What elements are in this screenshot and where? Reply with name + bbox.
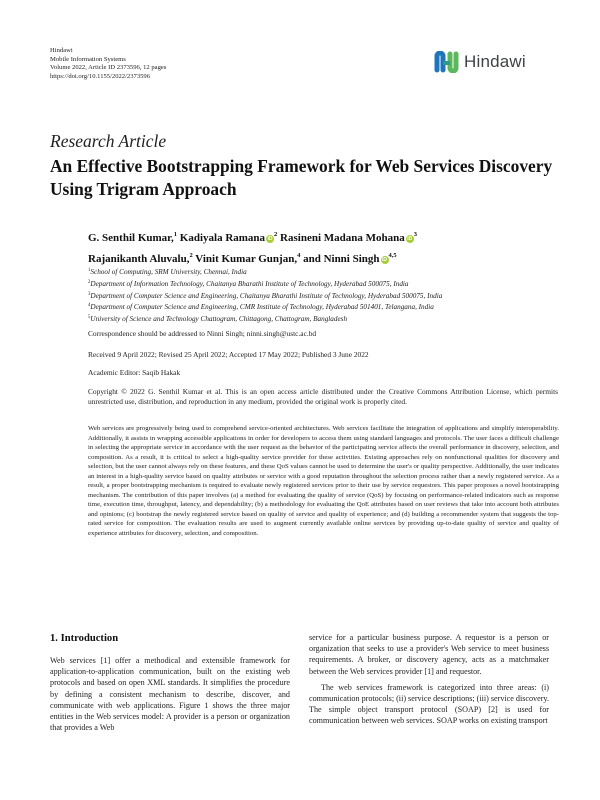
affiliations <box>88 266 558 325</box>
hindawi-logo-icon <box>434 51 460 73</box>
volume-line: Volume 2022, Article ID 2373596, 12 pages <box>50 64 167 72</box>
author[interactable]: Rajanikanth Aluvalu,$^2$ <box>88 252 193 265</box>
author-list <box>88 226 558 268</box>
right-column <box>309 632 549 727</box>
affiliation: $^2$Department of Information Technology, Chaitanya Bharathi Institute of Technology, Hyderabad 500075, India <box>88 279 409 288</box>
abstract: Web services are progressively being used to comprehend service-oriented architectures. Web services facilitate the integration of applications and simplify interoperability. Additionally, it assists in wrapping accessible applications in order for developers to access them using standard languages and protocols. The user faces a difficult challenge in selecting the appropriate service in accordance with the user request as the behavior of the participating service affects the overall performance in discovery, selection, and composition. As a result, it is critical to select a high-quality service provider for these activities. Existing approaches rely on nonfunctional qualities for discovery and selection, but the user cannot always rely on these features, and these QoS values cannot be used to determine the user's or quality perspective. Additionally, the user indicates an interest in a high-quality service based on quality attributes or service with a good reputation throughout the selection process rather than a newly registered service. As a result, a proper bootstrapping mechanism is required to evaluate newly registered services prior to their use by service requestors. This paper proposes a novel bootstrapping mechanism. The contribution of this paper involves (a) a method for evaluating the quality of service (QoS) by focusing on performance-related indicators such as response time, execution time, throughput, latency, and dependability; (b) a methodology for evaluating the QoE attributes based on user reviews that take into account both attributes and opinions; (c) bootstrap the newly registered service based on quality of service and quality of experience; and (d) building a recommender system that suggests the top-rated service for composition. The evaluation results are used to augment currently available online services by providing up-to-date quality of service and quality of experience attributes for discovery, selection, and composition. <box>88 425 559 538</box>
publication-dates: Received 9 April 2022; Revised 25 April 2022; Accepted 17 May 2022; Published 3 June 2022 <box>88 350 369 359</box>
journal-info <box>50 47 350 81</box>
body-paragraph: The web services framework is categorized into three areas: (i) communication protocols; (ii) service descriptions; (iii) service discovery. The simple object transport protocol (SOAP) [2] is used for communication between web services. SOAP works on existing transport <box>309 682 549 726</box>
affiliation: $^4$Department of Computer Science and Engineering, CMR Institute of Technology, Hyderabad 501401, Telangana, India <box>88 303 434 312</box>
body-paragraph: service for a particular business purpose. A requestor is a person or organization that seeks to use a provider's Web service to meet business requirements. A broker, or discovery agency, acts as a matchmaker between the Web services provider [1] and requestor. <box>309 633 549 676</box>
doi-link[interactable]: https://doi.org/10.1155/2022/2373596 <box>50 72 151 80</box>
correspondence: Correspondence should be addressed to Ninni Singh; ninni.singh@ustc.ac.bd <box>88 329 317 338</box>
affiliation: $^1$School of Computing, SRM University, Chennai, India <box>88 268 247 276</box>
section-heading: 1. Introduction <box>50 633 119 644</box>
author[interactable]: G. Senthil Kumar,$^1$ <box>88 231 178 244</box>
left-column <box>50 632 290 733</box>
academic-editor: Academic Editor: Saqib Hakak <box>88 368 181 377</box>
copyright-notice: Copyright © 2022 G. Senthil Kumar et al. This is an open access article distributed under the Creative Commons Attribution License, which permits unrestricted use, distribution, and reproduction in any medium, provided the original work is properly cited. <box>88 387 558 407</box>
body-paragraph: Web services [1] offer a methodical and extensible framework for application-to-application communication, built on the existing web protocols and based on open XML standards. It simplifies the procedure by defining a consistent mechanism to describe, discover, and communicate with web applications. Figure 1 shows the three major entities in the Web services model: A provider is a person or organization that provides a Web <box>50 656 290 733</box>
affiliation: $^3$Department of Computer Science and Engineering, Chaitanya Bharathi Institute of Technology, Hyderabad 500075, India <box>88 291 443 300</box>
orcid-icon[interactable]: iD <box>407 236 413 242</box>
author[interactable]: and Ninni Singh iD$^{4,5}$ <box>303 252 397 265</box>
publisher-name: Hindawi <box>50 47 73 54</box>
journal-name: Mobile Information Systems <box>50 55 126 63</box>
author[interactable]: Vinit Kumar Gunjan,$^4$ <box>195 252 301 265</box>
author[interactable]: Kadiyala Ramana $iD^2$ <box>179 231 278 244</box>
orcid-icon[interactable]: iD <box>382 257 388 263</box>
author[interactable]: Rasineni Madana Mohana $iD^3$ <box>280 231 417 244</box>
article-type: Research Article <box>50 131 167 151</box>
paper-title: An Effective Bootstrapping Framework for Web Services Discovery Using Trigram Approach <box>50 156 553 199</box>
hindawi-logo <box>434 50 554 74</box>
affiliation: $^5$University of Science and Technology Chattogram, Chittagong, Chattogram, Bangladesh <box>88 315 348 324</box>
orcid-icon[interactable]: iD <box>267 236 273 242</box>
logo-wordmark: Hindawi <box>464 52 526 71</box>
